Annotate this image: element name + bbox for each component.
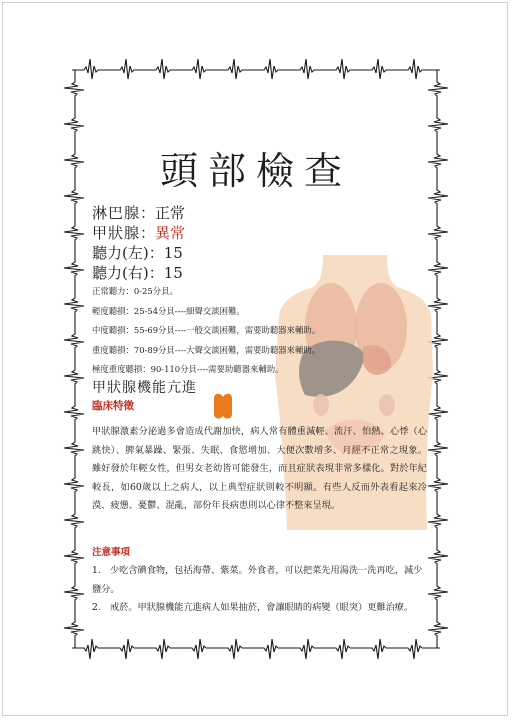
note-item: 1. 少吃含碘食物，包括海帶、紫菜。外食者，可以把菜先用湯洗一洗再吃，減少鹽分。 xyxy=(92,565,423,595)
clinical-features-paragraph: 甲狀腺激素分泌過多會造成代謝加快，病人常有體重減輕、流汗、怕熱、心悸（心跳快）、脾氣暴躁、緊張、失眠、食慾增加、大便次數增多、月經不正常之現象。雖好發於年輕女性，但男女老幼皆可能發生，而且症狀表現非常多樣化。對於年紀較長，如60歲以上之病人，以上典型症狀則較不明顯。有些人反而外表看起來冷漠、疲憊、憂鬱、混亂，部份年長病患則以心律不整來呈現。 xyxy=(92,426,427,512)
result-label: 聽力(左) xyxy=(92,244,149,262)
result-value: 正常 xyxy=(155,204,186,222)
hearing-scale-list xyxy=(92,282,320,380)
result-row-hearing-right xyxy=(92,263,185,283)
result-sep: ： xyxy=(148,264,164,282)
result-value: 15 xyxy=(163,264,183,282)
result-row-lymph xyxy=(92,203,185,223)
heartbeat-line-top xyxy=(72,59,440,79)
hearing-scale-item: 輕度聽損：25-54分貝----細聲交談困難。 xyxy=(92,305,245,316)
result-row-thyroid xyxy=(92,223,185,243)
notes-title: 注意事項 xyxy=(92,547,131,558)
result-value: 15 xyxy=(163,244,183,262)
result-sep: ： xyxy=(140,204,156,222)
result-label: 淋巴腺 xyxy=(92,204,141,222)
hearing-scale-item: 重度聽損：70-89分貝----大聲交談困難，需要助聽器來輔助。 xyxy=(92,344,321,355)
thyroid-shape-icon xyxy=(212,392,234,420)
section-subtitle: 臨床特徵 xyxy=(92,400,134,412)
result-row-hearing-left xyxy=(92,243,185,263)
hearing-scale-item: 極度重度聽損：90-110分貝----需要助聽器來輔助。 xyxy=(92,364,284,374)
heartbeat-line-bottom xyxy=(72,639,440,659)
section-title: 甲狀腺機能亢進 xyxy=(92,380,197,396)
hearing-scale-item: 正常聽力：0-25分貝。 xyxy=(92,286,178,296)
result-sep: ： xyxy=(148,244,164,262)
page-title: 頭部檢查 xyxy=(159,149,352,193)
result-value-abnormal: 異常 xyxy=(155,224,186,242)
result-sep: ： xyxy=(140,224,156,242)
result-label: 聽力(右) xyxy=(92,264,149,282)
exam-results xyxy=(92,203,185,283)
result-label: 甲狀腺 xyxy=(92,224,141,242)
hearing-scale-item: 中度聽損：55-69分貝----一般交談困難，需要助聽器來輔助。 xyxy=(92,325,321,335)
note-item: 2. 戒菸。甲狀腺機能亢進病人如果抽菸，會讓眼睛的病變（眼突）更難治療。 xyxy=(92,602,414,613)
